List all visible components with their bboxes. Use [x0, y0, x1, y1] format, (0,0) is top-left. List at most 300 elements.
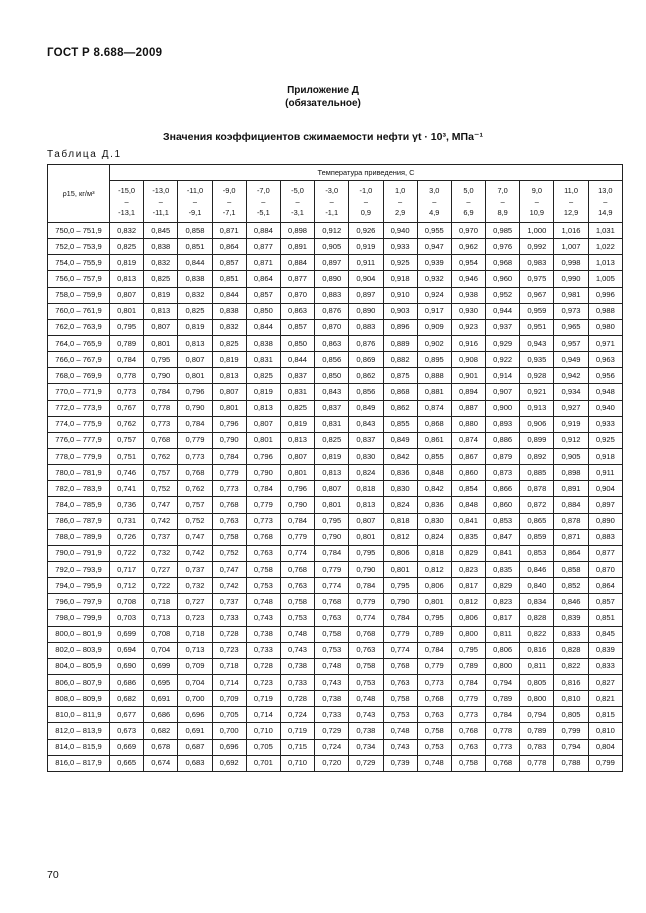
coefficient-cell: 0,980: [588, 319, 622, 335]
coefficient-cell: 0,851: [212, 271, 246, 287]
coefficient-cell: 0,733: [280, 674, 314, 690]
coefficient-cell: 0,726: [110, 529, 144, 545]
coefficient-cell: 0,773: [178, 448, 212, 464]
coefficient-cell: 0,963: [588, 352, 622, 368]
temperature-label-part: –: [363, 197, 368, 206]
coefficient-cell: 0,832: [212, 319, 246, 335]
coefficient-cell: 0,784: [349, 578, 383, 594]
coefficient-cell: 0,976: [486, 239, 520, 255]
coefficient-cell: 0,863: [280, 303, 314, 319]
table-row: [48, 239, 623, 255]
coefficient-cell: 0,828: [520, 610, 554, 626]
coefficient-cell: 0,773: [451, 707, 485, 723]
coefficient-cell: 0,683: [178, 755, 212, 771]
coefficient-cell: 0,669: [110, 739, 144, 755]
coefficient-cell: 0,813: [212, 368, 246, 384]
coefficient-cell: 0,801: [315, 497, 349, 513]
temperature-label-part: 3,0: [429, 186, 440, 195]
coefficient-cell: 0,848: [417, 465, 451, 481]
coefficient-cell: 0,796: [246, 448, 280, 464]
coefficient-cell: 0,864: [554, 545, 588, 561]
coefficient-cell: 0,912: [554, 432, 588, 448]
coefficient-cell: 0,705: [246, 739, 280, 755]
coefficient-cell: 0,940: [588, 400, 622, 416]
coefficient-cell: 0,874: [451, 432, 485, 448]
coefficient-cell: 0,990: [554, 271, 588, 287]
temperature-column-header: [486, 181, 520, 223]
coefficient-cell: 0,768: [178, 465, 212, 481]
table-row: [48, 352, 623, 368]
coefficient-cell: 0,949: [554, 352, 588, 368]
coefficient-cell: 0,784: [178, 416, 212, 432]
compressibility-table: [47, 164, 623, 772]
coefficient-cell: 0,790: [315, 529, 349, 545]
coefficient-cell: 0,722: [144, 578, 178, 594]
coefficient-cell: 0,717: [110, 561, 144, 577]
coefficient-cell: 0,925: [383, 255, 417, 271]
coefficient-cell: 1,005: [588, 271, 622, 287]
coefficient-cell: 0,996: [588, 287, 622, 303]
coefficient-cell: 0,747: [144, 497, 178, 513]
table-row: [48, 578, 623, 594]
coefficient-cell: 0,748: [246, 594, 280, 610]
coefficient-cell: 0,835: [451, 529, 485, 545]
coefficient-cell: 0,842: [417, 481, 451, 497]
table-row: [48, 739, 623, 755]
coefficient-cell: 0,729: [349, 755, 383, 771]
coefficient-cell: 0,897: [349, 287, 383, 303]
temperature-label-part: 5,0: [463, 186, 474, 195]
coefficient-cell: 0,799: [588, 755, 622, 771]
coefficient-cell: 0,933: [383, 239, 417, 255]
coefficient-cell: 0,784: [451, 674, 485, 690]
coefficient-cell: 0,794: [486, 674, 520, 690]
coefficient-cell: 0,835: [486, 561, 520, 577]
coefficient-cell: 0,703: [110, 610, 144, 626]
coefficient-cell: 0,850: [280, 335, 314, 351]
coefficient-cell: 0,796: [212, 416, 246, 432]
coefficient-cell: 0,912: [315, 223, 349, 239]
coefficient-cell: 0,862: [383, 400, 417, 416]
coefficient-cell: 0,727: [178, 594, 212, 610]
coefficient-cell: 0,893: [486, 416, 520, 432]
coefficient-cell: 0,738: [349, 723, 383, 739]
coefficient-cell: 0,763: [246, 545, 280, 561]
coefficient-cell: 0,865: [520, 513, 554, 529]
coefficient-cell: 0,925: [588, 432, 622, 448]
coefficient-cell: 0,860: [451, 465, 485, 481]
coefficient-cell: 0,794: [554, 739, 588, 755]
document-code: ГОСТ Р 8.688—2009: [47, 47, 163, 59]
density-range-cell: 772,0 – 773,9: [48, 400, 110, 416]
temperature-label-part: 8,9: [497, 208, 508, 217]
coefficient-cell: 0,720: [315, 755, 349, 771]
coefficient-cell: 0,897: [315, 255, 349, 271]
coefficient-cell: 0,807: [110, 287, 144, 303]
density-range-cell: 764,0 – 765,9: [48, 335, 110, 351]
coefficient-cell: 0,828: [554, 642, 588, 658]
coefficient-cell: 0,845: [588, 626, 622, 642]
coefficient-cell: 0,857: [246, 287, 280, 303]
coefficient-cell: 0,673: [110, 723, 144, 739]
coefficient-cell: 0,839: [588, 642, 622, 658]
table-label: Таблица Д.1: [47, 149, 122, 160]
coefficient-cell: 0,768: [451, 723, 485, 739]
coefficient-cell: 0,696: [212, 739, 246, 755]
coefficient-cell: 0,882: [383, 352, 417, 368]
coefficient-cell: 0,795: [110, 319, 144, 335]
coefficient-cell: 0,823: [451, 561, 485, 577]
coefficient-cell: 0,881: [417, 384, 451, 400]
coefficient-cell: 0,715: [280, 739, 314, 755]
density-range-cell: 758,0 – 759,9: [48, 287, 110, 303]
coefficient-cell: 0,728: [280, 691, 314, 707]
coefficient-cell: 0,992: [520, 239, 554, 255]
coefficient-cell: 0,919: [349, 239, 383, 255]
coefficient-cell: 0,718: [212, 658, 246, 674]
coefficient-cell: 0,784: [383, 610, 417, 626]
density-range-cell: 790,0 – 791,9: [48, 545, 110, 561]
coefficient-cell: 0,758: [315, 626, 349, 642]
coefficient-cell: 0,831: [315, 416, 349, 432]
coefficient-cell: 0,853: [520, 545, 554, 561]
table-row: [48, 529, 623, 545]
coefficient-cell: 0,773: [144, 416, 178, 432]
coefficient-cell: 0,889: [383, 335, 417, 351]
coefficient-cell: 0,973: [554, 303, 588, 319]
coefficient-cell: 0,784: [315, 545, 349, 561]
coefficient-cell: 0,883: [349, 319, 383, 335]
density-range-cell: 808,0 – 809,9: [48, 691, 110, 707]
coefficient-cell: 0,901: [451, 368, 485, 384]
density-range-cell: 762,0 – 763,9: [48, 319, 110, 335]
coefficient-cell: 0,904: [588, 481, 622, 497]
temperature-label-part: –: [500, 197, 505, 206]
coefficient-cell: 0,743: [280, 642, 314, 658]
coefficient-cell: 0,807: [212, 384, 246, 400]
coefficient-cell: 0,875: [383, 368, 417, 384]
coefficient-cell: 0,839: [554, 610, 588, 626]
table-row: [48, 513, 623, 529]
coefficient-cell: 0,686: [110, 674, 144, 690]
coefficient-cell: 0,709: [212, 691, 246, 707]
coefficient-cell: 0,796: [280, 481, 314, 497]
coefficient-cell: 0,910: [383, 287, 417, 303]
coefficient-cell: 0,790: [349, 561, 383, 577]
coefficient-cell: 0,779: [246, 497, 280, 513]
coefficient-cell: 0,863: [315, 335, 349, 351]
coefficient-cell: 0,811: [486, 626, 520, 642]
density-range-cell: 756,0 – 757,9: [48, 271, 110, 287]
coefficient-cell: 0,888: [417, 368, 451, 384]
coefficient-cell: 0,757: [144, 465, 178, 481]
coefficient-cell: 0,870: [588, 561, 622, 577]
temperature-label-part: -1,1: [325, 208, 339, 217]
coefficient-cell: 0,714: [212, 674, 246, 690]
temperature-label-part: -13,0: [152, 186, 170, 195]
coefficient-cell: 0,801: [349, 529, 383, 545]
temperature-column-header: [349, 181, 383, 223]
coefficient-cell: 0,824: [349, 465, 383, 481]
coefficient-cell: 0,867: [451, 448, 485, 464]
coefficient-cell: 0,825: [178, 303, 212, 319]
table-row: [48, 432, 623, 448]
coefficient-cell: 0,758: [280, 594, 314, 610]
temperature-header: Температура приведения, С: [110, 165, 623, 181]
coefficient-cell: 0,971: [588, 335, 622, 351]
coefficient-cell: 0,800: [486, 658, 520, 674]
coefficient-cell: 0,796: [178, 384, 212, 400]
coefficient-cell: 0,822: [520, 626, 554, 642]
coefficient-cell: 0,768: [212, 497, 246, 513]
temperature-column-header: [110, 181, 144, 223]
coefficient-cell: 0,805: [554, 707, 588, 723]
coefficient-cell: 0,812: [383, 529, 417, 545]
table-row: [48, 691, 623, 707]
coefficient-cell: 0,779: [451, 691, 485, 707]
table-row: [48, 561, 623, 577]
coefficient-cell: 0,880: [451, 416, 485, 432]
temperature-column-header: [212, 181, 246, 223]
table-row: [48, 448, 623, 464]
coefficient-cell: 0,859: [520, 529, 554, 545]
density-range-cell: 794,0 – 795,9: [48, 578, 110, 594]
coefficient-cell: 0,832: [178, 287, 212, 303]
coefficient-cell: 0,734: [349, 739, 383, 755]
coefficient-cell: 0,907: [486, 384, 520, 400]
coefficient-cell: 0,825: [315, 432, 349, 448]
coefficient-cell: 0,762: [110, 416, 144, 432]
coefficient-cell: 0,795: [315, 513, 349, 529]
coefficient-cell: 0,665: [110, 755, 144, 771]
temperature-label-part: –: [568, 197, 574, 206]
coefficient-cell: 0,871: [212, 223, 246, 239]
page-number: 70: [47, 869, 59, 881]
density-range-cell: 800,0 – 801,9: [48, 626, 110, 642]
coefficient-cell: 0,718: [178, 626, 212, 642]
coefficient-cell: 0,873: [486, 465, 520, 481]
temperature-label-part: -9,1: [188, 208, 202, 217]
coefficient-cell: 0,871: [246, 255, 280, 271]
coefficient-cell: 0,746: [110, 465, 144, 481]
coefficient-cell: 0,943: [520, 335, 554, 351]
table-row: [48, 368, 623, 384]
coefficient-cell: 0,801: [280, 465, 314, 481]
coefficient-cell: 0,779: [212, 465, 246, 481]
coefficient-cell: 0,829: [451, 545, 485, 561]
coefficient-cell: 0,869: [349, 352, 383, 368]
density-range-cell: 792,0 – 793,9: [48, 561, 110, 577]
coefficient-cell: 0,844: [178, 255, 212, 271]
coefficient-cell: 0,921: [520, 384, 554, 400]
density-range-cell: 776,0 – 777,9: [48, 432, 110, 448]
coefficient-cell: 0,686: [144, 707, 178, 723]
coefficient-cell: 0,762: [144, 448, 178, 464]
coefficient-cell: 0,846: [520, 561, 554, 577]
coefficient-cell: 0,763: [315, 610, 349, 626]
coefficient-cell: 0,842: [383, 448, 417, 464]
coefficient-cell: 0,948: [588, 384, 622, 400]
coefficient-cell: 0,834: [520, 594, 554, 610]
coefficient-cell: 0,866: [486, 481, 520, 497]
coefficient-cell: 0,736: [110, 497, 144, 513]
coefficient-cell: 0,849: [349, 400, 383, 416]
coefficient-cell: 0,818: [383, 513, 417, 529]
coefficient-cell: 0,710: [280, 755, 314, 771]
coefficient-cell: 0,738: [280, 658, 314, 674]
coefficient-cell: 0,895: [417, 352, 451, 368]
coefficient-cell: 0,733: [315, 707, 349, 723]
coefficient-cell: 0,758: [246, 561, 280, 577]
coefficient-cell: 0,911: [588, 465, 622, 481]
coefficient-cell: 0,784: [486, 707, 520, 723]
coefficient-cell: 0,906: [520, 416, 554, 432]
coefficient-cell: 0,768: [280, 561, 314, 577]
temperature-label-part: 4,9: [429, 208, 440, 217]
coefficient-cell: 0,824: [417, 529, 451, 545]
coefficient-cell: 0,942: [554, 368, 588, 384]
coefficient-cell: 0,967: [520, 287, 554, 303]
coefficient-cell: 0,968: [486, 255, 520, 271]
coefficient-cell: 0,952: [486, 287, 520, 303]
coefficient-cell: 0,916: [451, 335, 485, 351]
coefficient-cell: 0,682: [144, 723, 178, 739]
coefficient-cell: 0,713: [178, 642, 212, 658]
coefficient-cell: 0,700: [212, 723, 246, 739]
coefficient-cell: 0,836: [417, 497, 451, 513]
coefficient-cell: 0,822: [554, 658, 588, 674]
table-row: [48, 723, 623, 739]
coefficient-cell: 0,891: [280, 239, 314, 255]
coefficient-cell: 0,825: [280, 400, 314, 416]
coefficient-cell: 0,899: [520, 432, 554, 448]
density-range-cell: 786,0 – 787,9: [48, 513, 110, 529]
coefficient-cell: 0,853: [486, 513, 520, 529]
table-row: [48, 642, 623, 658]
coefficient-cell: 0,923: [451, 319, 485, 335]
coefficient-cell: 0,962: [451, 239, 485, 255]
coefficient-cell: 0,924: [417, 287, 451, 303]
coefficient-cell: 0,712: [110, 578, 144, 594]
coefficient-cell: 0,908: [451, 352, 485, 368]
coefficient-cell: 0,758: [417, 723, 451, 739]
coefficient-cell: 1,016: [554, 223, 588, 239]
coefficient-cell: 0,739: [383, 755, 417, 771]
coefficient-cell: 0,825: [110, 239, 144, 255]
temperature-label-part: –: [534, 197, 539, 206]
table-row: [48, 271, 623, 287]
coefficient-cell: 0,743: [349, 707, 383, 723]
temperature-label-part: 9,0: [531, 186, 542, 195]
temperature-label-part: –: [261, 197, 266, 206]
coefficient-cell: 0,742: [144, 513, 178, 529]
coefficient-cell: 0,911: [349, 255, 383, 271]
coefficient-cell: 0,836: [383, 465, 417, 481]
coefficient-cell: 0,849: [383, 432, 417, 448]
coefficient-cell: 0,959: [520, 303, 554, 319]
coefficient-cell: 0,981: [554, 287, 588, 303]
temperature-label-part: –: [432, 197, 437, 206]
coefficient-cell: 0,682: [110, 691, 144, 707]
coefficient-cell: 0,788: [554, 755, 588, 771]
coefficient-cell: 0,819: [246, 384, 280, 400]
coefficient-cell: 0,778: [110, 368, 144, 384]
coefficient-cell: 0,887: [451, 400, 485, 416]
coefficient-cell: 0,737: [144, 529, 178, 545]
coefficient-cell: 0,918: [383, 271, 417, 287]
coefficient-cell: 0,833: [554, 626, 588, 642]
coefficient-cell: 0,723: [246, 674, 280, 690]
coefficient-cell: 0,858: [178, 223, 212, 239]
temperature-label-part: -15,0: [118, 186, 136, 195]
coefficient-cell: 0,917: [417, 303, 451, 319]
coefficient-cell: 0,845: [144, 223, 178, 239]
coefficient-cell: 0,708: [144, 626, 178, 642]
temperature-label-part: -11,0: [186, 186, 204, 195]
density-range-cell: 810,0 – 811,9: [48, 707, 110, 723]
coefficient-cell: 0,896: [383, 319, 417, 335]
coefficient-cell: 0,695: [144, 674, 178, 690]
coefficient-cell: 0,838: [178, 271, 212, 287]
temperature-column-header: [280, 181, 314, 223]
temperature-label-part: -11,1: [152, 208, 169, 217]
coefficient-cell: 0,876: [349, 335, 383, 351]
coefficient-cell: 0,733: [212, 610, 246, 626]
coefficient-cell: 0,801: [246, 432, 280, 448]
coefficient-cell: 0,705: [212, 707, 246, 723]
coefficient-cell: 0,801: [110, 303, 144, 319]
coefficient-cell: 0,724: [280, 707, 314, 723]
density-range-cell: 750,0 – 751,9: [48, 223, 110, 239]
coefficient-cell: 0,938: [451, 287, 485, 303]
coefficient-cell: 0,709: [178, 658, 212, 674]
coefficient-cell: 1,013: [588, 255, 622, 271]
density-range-cell: 778,0 – 779,9: [48, 448, 110, 464]
temperature-label-part: -9,0: [222, 186, 236, 195]
coefficient-cell: 0,748: [417, 755, 451, 771]
coefficient-cell: 0,870: [280, 287, 314, 303]
coefficient-cell: 0,714: [246, 707, 280, 723]
coefficient-cell: 0,819: [212, 352, 246, 368]
coefficient-cell: 0,719: [246, 691, 280, 707]
coefficient-cell: 0,847: [486, 529, 520, 545]
coefficient-cell: 0,965: [554, 319, 588, 335]
coefficient-cell: 0,892: [520, 448, 554, 464]
coefficient-cell: 0,753: [315, 642, 349, 658]
table-heading: Значения коэффициентов сжимаемости нефти γt · 10³, МПа⁻¹: [163, 131, 483, 143]
coefficient-cell: 0,747: [178, 529, 212, 545]
coefficient-cell: 0,773: [110, 384, 144, 400]
coefficient-cell: 0,846: [554, 594, 588, 610]
coefficient-cell: 0,879: [486, 448, 520, 464]
density-range-cell: 754,0 – 755,9: [48, 255, 110, 271]
coefficient-cell: 0,904: [349, 271, 383, 287]
temperature-column-header: [144, 181, 178, 223]
temperature-label-part: –: [295, 197, 300, 206]
appendix-type: (обязательное): [285, 98, 361, 109]
coefficient-cell: 0,768: [417, 691, 451, 707]
coefficient-cell: 0,856: [315, 352, 349, 368]
coefficient-cell: 0,742: [178, 545, 212, 561]
coefficient-cell: 0,795: [349, 545, 383, 561]
coefficient-cell: 0,758: [383, 691, 417, 707]
coefficient-cell: 0,934: [554, 384, 588, 400]
coefficient-cell: 0,850: [315, 368, 349, 384]
coefficient-cell: 0,795: [144, 352, 178, 368]
coefficient-cell: 0,795: [451, 642, 485, 658]
coefficient-cell: 0,699: [144, 658, 178, 674]
coefficient-cell: 0,837: [280, 368, 314, 384]
